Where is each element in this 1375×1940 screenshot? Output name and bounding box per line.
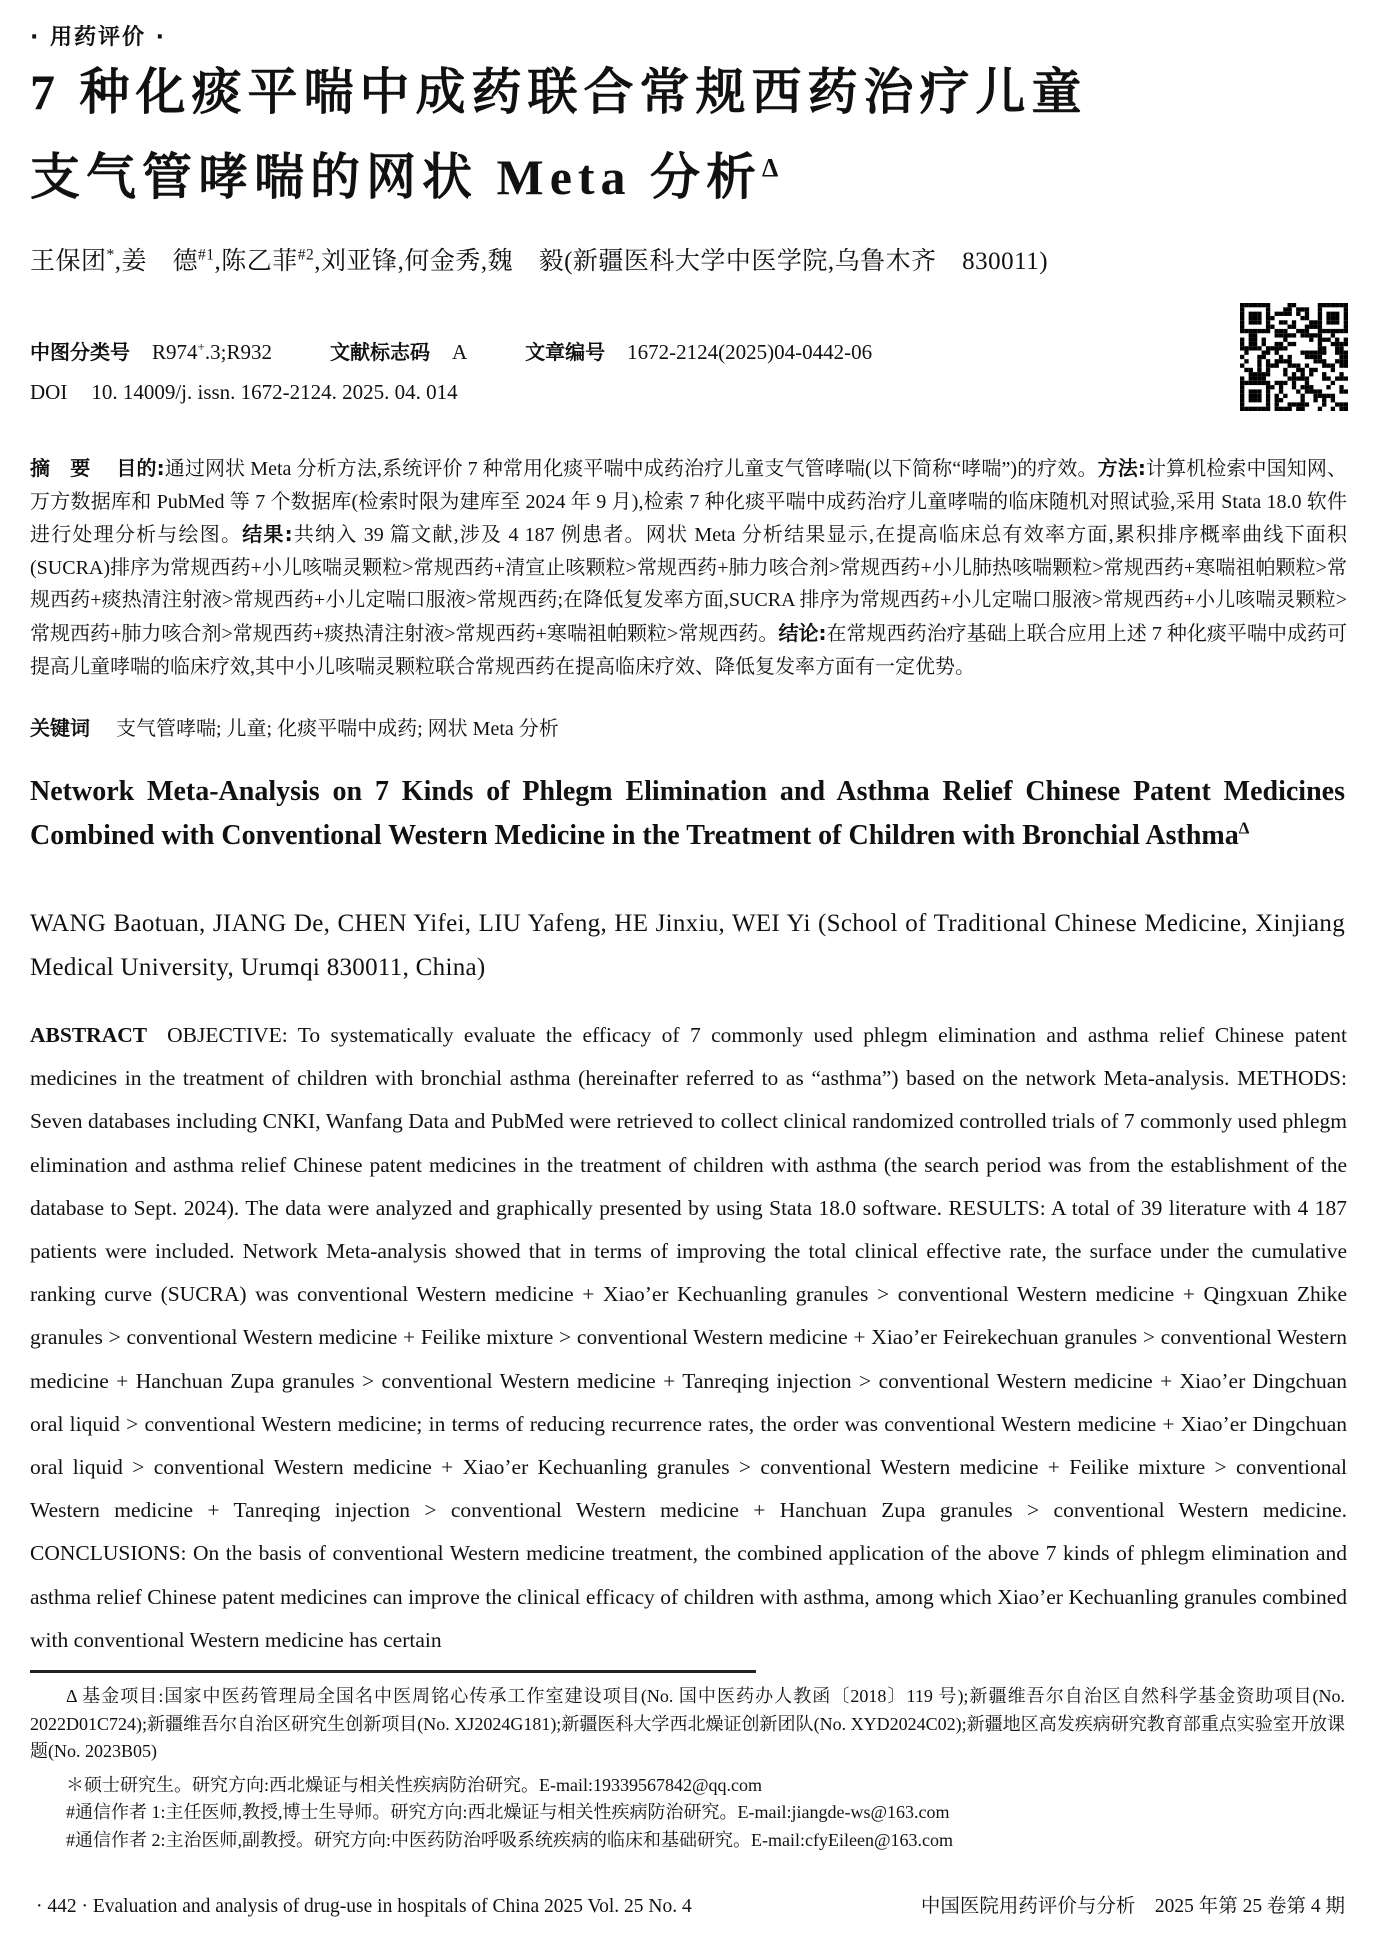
footer-right: 中国医院用药评价与分析 2025 年第 25 卷第 4 期 — [920, 1896, 1345, 1917]
article-meta-row — [30, 336, 1345, 365]
abstract-run: CONCLUSIONS: On the basis of conventional Western medicine treatment, the combined application of the above 7 kinds of phlegm elimination and asthma relief Chinese patent medicines can improve the clinical efficacy of children with asthma, among which Xiao’er Kechuanling granules combined with conventional Western medicine has certain — [30, 1541, 1347, 1652]
author-name: 王保团 — [30, 248, 107, 275]
chinese-title — [30, 50, 1345, 220]
english-abstract — [30, 1014, 1347, 1662]
abstract-run: 在常规西药治疗基础上联合应用上述 7 种化痰平喘中成药可提高儿童哮喘的临床疗效,其中小儿咳喘灵颗粒联合常规西药在提高临床疗效、降低复发率方面有一定优势。 — [30, 622, 1347, 678]
chinese-authors-line: 王保团*,姜 德$^{\#1}$,陈乙菲$^{\#2}$,刘亚锋,何金秀,魏 毅(新疆医科大学中医学院,乌鲁木齐 830011) — [30, 246, 1049, 275]
english-title-superscript: Δ — [1238, 818, 1250, 838]
author-superscript: #1 — [198, 246, 215, 264]
section-label: · 用药评价 · — [30, 25, 167, 50]
english-abstract-text — [30, 1023, 1347, 1652]
abstract-section-label: 目的: — [116, 456, 165, 480]
keywords-text: 支气管哮喘; 儿童; 化痰平喘中成药; 网状 Meta 分析 — [116, 718, 559, 740]
english-abstract-label: ABSTRACT — [30, 1023, 148, 1047]
doi-row — [30, 380, 458, 405]
chinese-title-line1: 7 种化痰平喘中成药联合常规西药治疗儿童 — [30, 64, 1088, 120]
author-superscript: * — [106, 246, 115, 264]
article-id-group — [525, 336, 872, 365]
funding-note: Δ 基金项目:国家中医药管理局全国名中医周铭心传承工作室建设项目(No. 国中医药办人教函〔2018〕119 号);新疆维吾尔自治区自然科学基金资助项目(No. 2022D01C724);新疆维吾尔自治区研究生创新项目(No. XJ2024G181);新疆医科大学西北燥证创新团队(No. XYD2024C02);新疆地区高发疾病研究教育部重点实验室开放课题(No. 2023B05) — [30, 1686, 1345, 1762]
chinese-keywords — [30, 712, 1347, 741]
article-id-value: 1672-2124(2025)04-0442-06 — [627, 340, 873, 364]
keywords-label: 关键词 — [30, 716, 90, 740]
author-note-corresponding-2: #通信作者 2:主治医师,副教授。研究方向:中医药防治呼吸系统疾病的临床和基础研究。E-mail:cfyEileen@163.com — [66, 1829, 954, 1850]
english-authors-line: WANG Baotuan, JIANG De, CHEN Yifei, LIU Yafeng, HE Jinxiu, WEI Yi (School of Traditional Chinese Medicine, Xinjiang Medical University, Urumqi 830011, China) — [30, 910, 1345, 981]
qr-code-image — [1240, 303, 1348, 411]
abstract-section-label: 结论: — [778, 620, 827, 645]
author-name: 何金秀 — [404, 248, 481, 275]
author-name: 刘亚锋 — [321, 248, 398, 275]
author-affiliation: (新疆医科大学中医学院,乌鲁木齐 830011) — [564, 248, 1049, 275]
author-name: 姜 德 — [121, 248, 199, 275]
article-id-label: 文章编号 — [525, 340, 606, 364]
abstract-section-label: 方法: — [1097, 456, 1146, 480]
author-note-master: ＊硕士研究生。研究方向:西北燥证与相关性疾病防治研究。E-mail:19339567842@qq.com — [66, 1774, 763, 1795]
abstract-run: 通过网状 Meta 分析方法,系统评价 7 种常用化痰平喘中成药治疗儿童支气管哮喘(以下简称“哮喘”)的疗效。 — [164, 458, 1098, 480]
clc-group — [30, 336, 272, 365]
doc-code-group — [330, 336, 467, 365]
page-footer — [36, 1890, 1345, 1918]
author-name: 陈乙菲 — [221, 248, 298, 275]
footnotes-block — [30, 1683, 1345, 1855]
chinese-abstract-text — [30, 458, 1347, 678]
doi-label: DOI — [30, 380, 68, 404]
footnote-divider — [30, 1670, 756, 1673]
chinese-abstract — [30, 452, 1347, 683]
chinese-title-line2: 支气管哮喘的网状 Meta 分析 — [30, 149, 763, 205]
author-name: 魏 毅 — [487, 248, 565, 275]
english-title: Network Meta-Analysis on 7 Kinds of Phlegm Elimination and Asthma Relief Chinese Patent Medicines Combined with Conventional Western Medicine in the Treatment of Children with Bronchial Asthma$^\Delta$ — [30, 776, 1345, 851]
abstract-run: 共纳入 39 篇文献,涉及 4 187 例患者。网状 Meta 分析结果显示,在提高临床总有效率方面,累积排序概率曲线下面积(SUCRA)排序为常规西药+小儿咳喘灵颗粒>常规西药+清宣止咳颗粒>常规西药+肺力咳合剂>常规西药+小儿肺热咳喘颗粒>常规西药+寒喘祖帕颗粒>常规西药+痰热清注射液>常规西药+小儿定喘口服液>常规西药;在降低复发率方面,SUCRA 排序为常规西药+小儿定喘口服液>常规西药+小儿咳喘灵颗粒>常规西药+肺力咳合剂>常规西药+痰热清注射液>常规西药+寒喘祖帕颗粒>常规西药。 — [30, 524, 1348, 645]
doi-value: 10. 14009/j. issn. 1672-2124. 2025. 04. 014 — [91, 380, 458, 404]
chinese-title-superscript: Δ — [762, 153, 779, 183]
chinese-abstract-label: 摘 要 — [30, 456, 91, 480]
clc-label: 中图分类号 — [30, 340, 130, 364]
abstract-run: METHODS: Seven databases including CNKI, Wanfang Data and PubMed were retrieved to collect clinical randomized controlled trials of 7 commonly used phlegm elimination and asthma relief Chinese patent medicines in the treatment of children with asthma (the search period was from the establishment of the database to Sept. 2024). The data were analyzed and graphically presented by using Stata 18.0 software. — [30, 1066, 1347, 1220]
abstract-run: OBJECTIVE: To systematically evaluate the efficacy of 7 commonly used phlegm elimination and asthma relief Chinese patent medicines in the treatment of children with bronchial asthma (hereinafter referred to as “asthma”) based on the network Meta-analysis. — [30, 1023, 1347, 1091]
doc-code-value: A — [451, 340, 468, 364]
abstract-run: RESULTS: A total of 39 literature with 4 187 patients were included. Network Meta-analysis showed that in terms of improving the total clinical effective rate, the surface under the cumulative ranking curve (SUCRA) was conventional Western medicine + Xiao’er Kechuanling granules > conventional Western medicine + Qingxuan Zhike granules > conventional Western medicine + Feilike mixture > conventional Western medicine + Xiao’er Feirekechuan granules > conventional Western medicine + Hanchuan Zupa granules > conventional Western medicine + Tanreqing injection > conventional Western medicine + Xiao’er Dingchuan oral liquid > conventional Western medicine; in terms of reducing recurrence rates, the order was conventional Western medicine + Xiao’er Dingchuan oral liquid > conventional Western medicine + Xiao’er Kechuanling granules > conventional Western medicine + Feilike mixture > conventional Western medicine + Tanreqing injection > conventional Western medicine + Hanchuan Zupa granules > conventional Western medicine. — [30, 1195, 1347, 1523]
doc-code-label: 文献标志码 — [329, 340, 430, 364]
abstract-section-label: 结果: — [242, 522, 293, 547]
clc-value: R974+.3;R932 — [152, 339, 272, 364]
author-note-corresponding-1: #通信作者 1:主任医师,教授,博士生导师。研究方向:西北燥证与相关性疾病防治研究。E-mail:jiangde-ws@163.com — [66, 1802, 950, 1823]
author-superscript: #2 — [297, 246, 315, 264]
abstract-run: 计算机检索中国知网、万方数据库和 PubMed 等 7 个数据库(检索时限为建库至 2024 年 9 月),检索 7 种化痰平喘中成药治疗儿童哮喘的临床随机对照试验,采用 Stata 18.0 软件进行处理分析与绘图。 — [30, 458, 1348, 547]
footer-left: · 442 · Evaluation and analysis of drug-use in hospitals of China 2025 Vol. 25 No. 4 — [36, 1896, 692, 1917]
